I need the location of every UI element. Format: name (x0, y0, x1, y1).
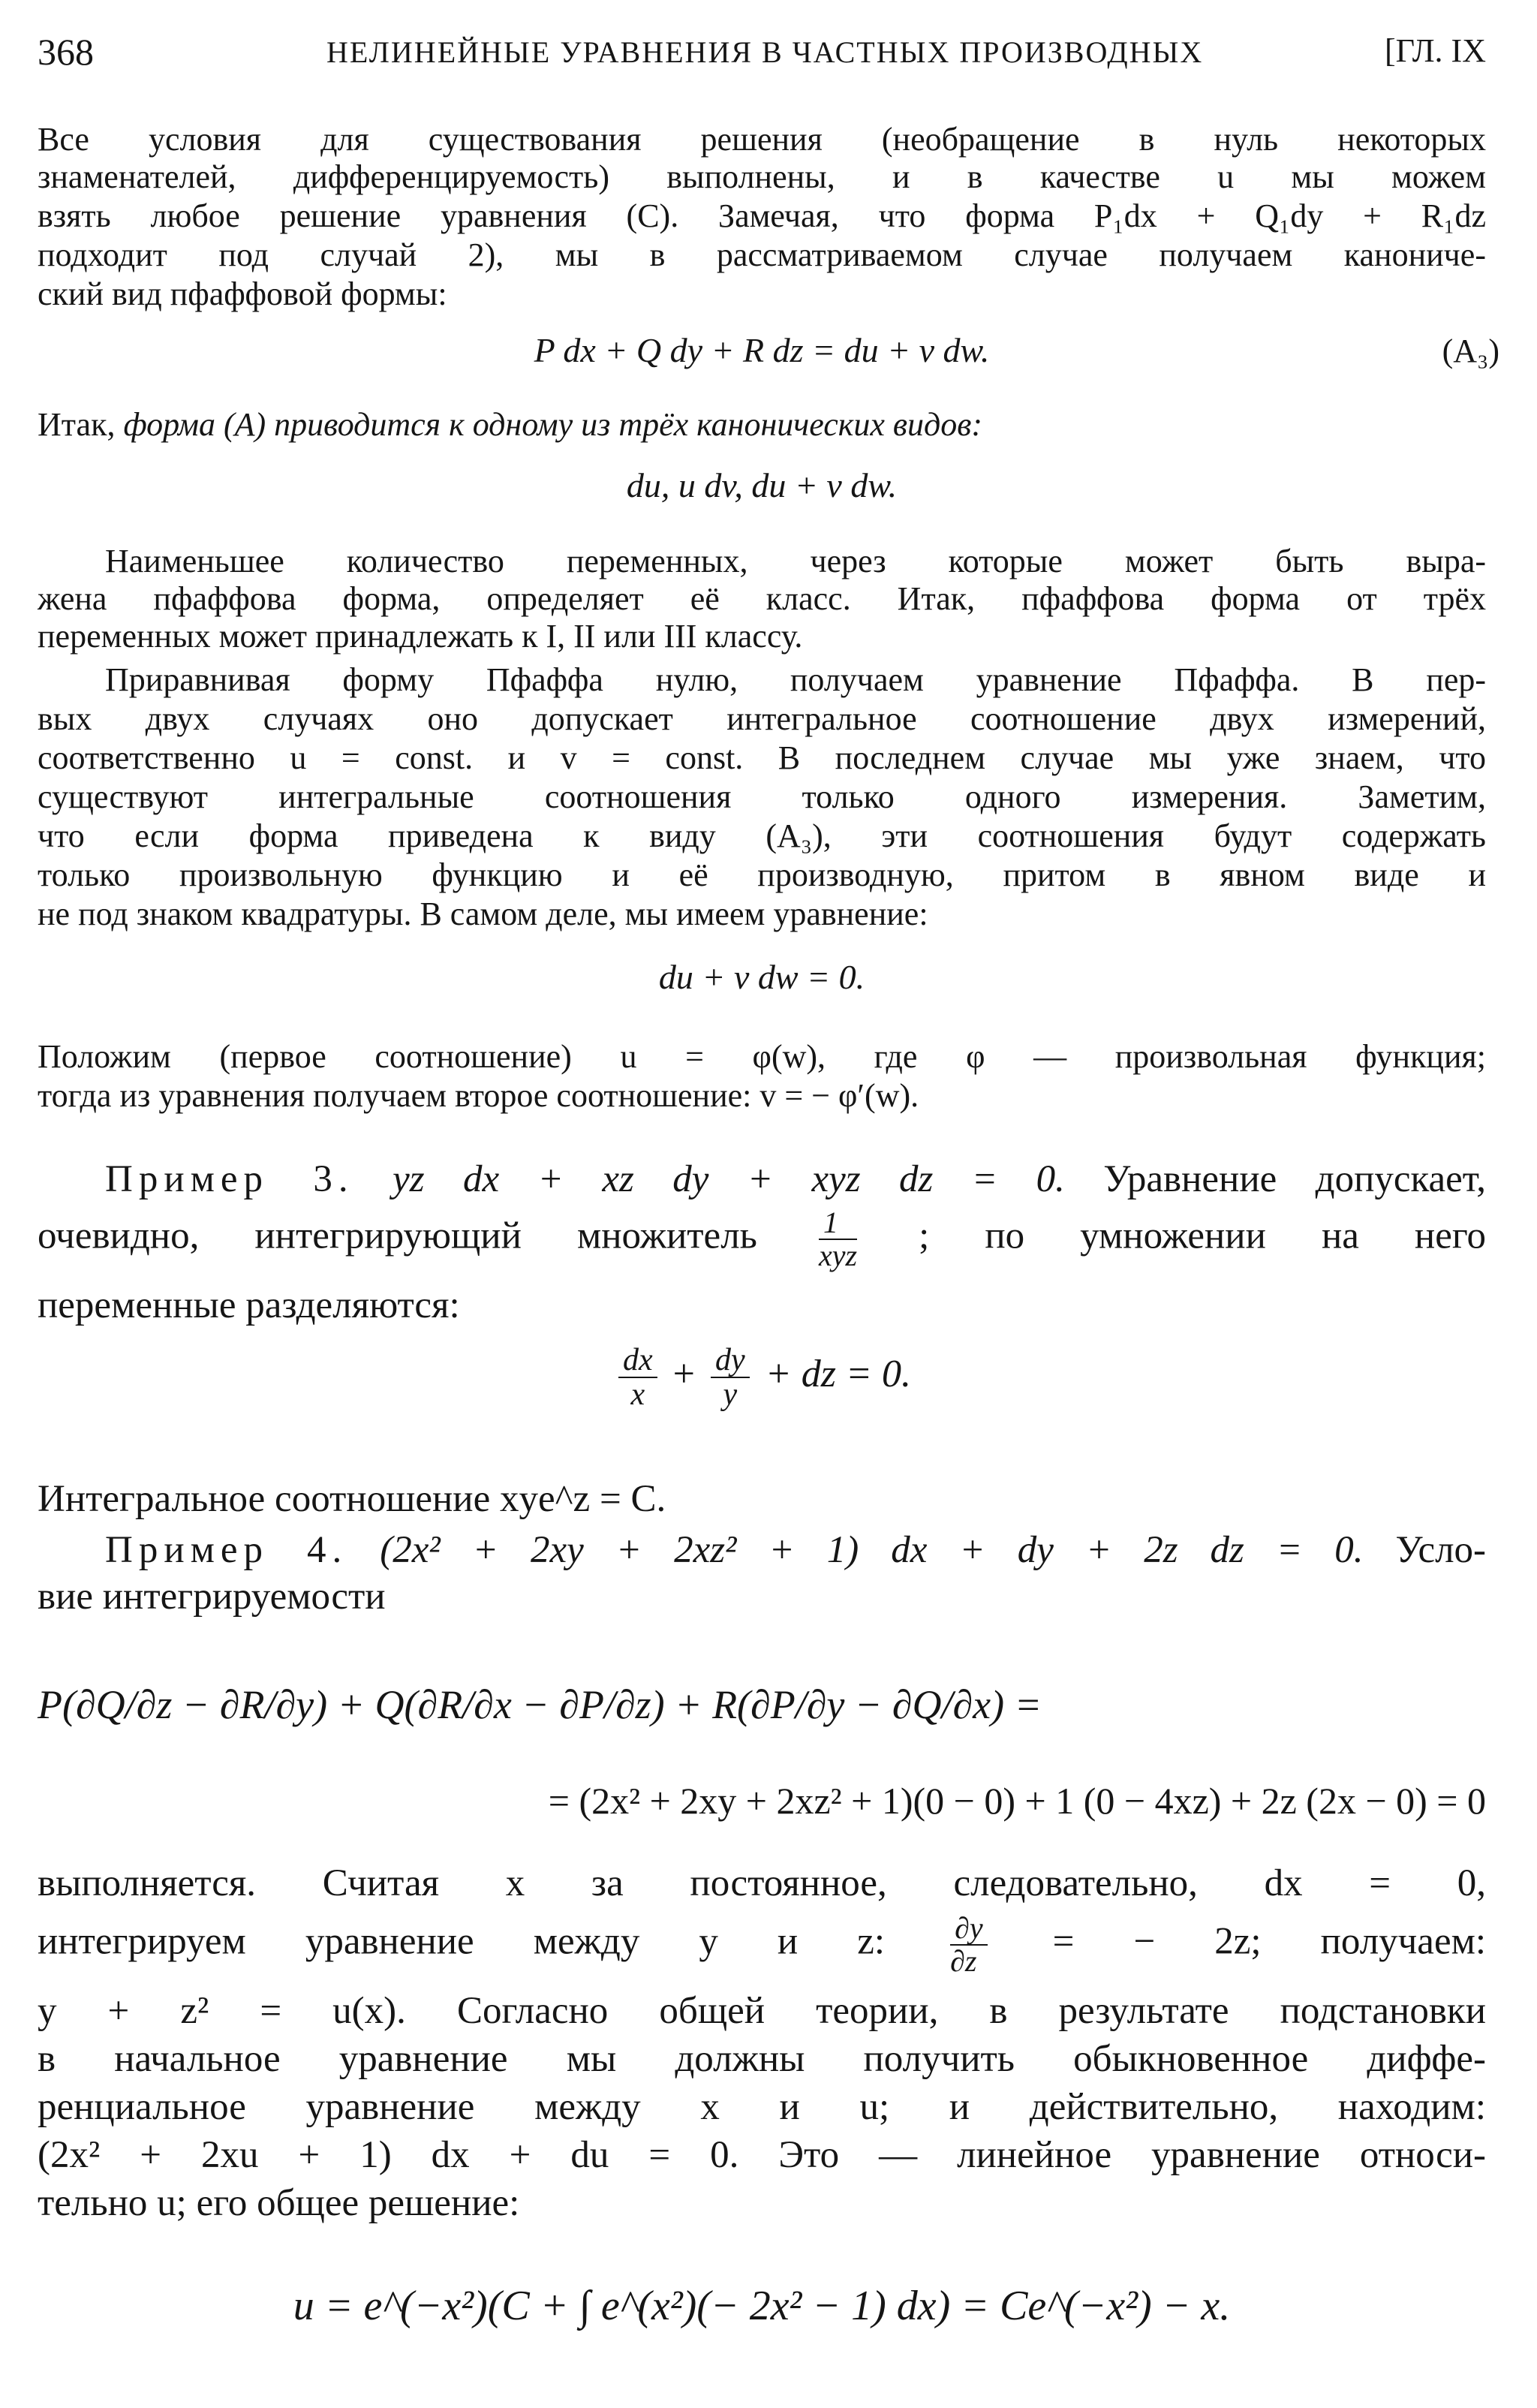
fraction-denominator: y (723, 1377, 738, 1413)
summary-italic: форма (А) приводится к одному из трёх канонических видов: (123, 406, 982, 443)
text-line: подходит под случай 2), мы в рассматриваемом случае получаем канониче- (38, 236, 1486, 273)
text-line: переменные разделяются: (38, 1284, 460, 1326)
example-equation: (2x² + 2xy + 2xz² + 1) dx + dy + 2z dz = 0. (380, 1529, 1364, 1571)
text-line: Положим (первое соотношение) u = φ(w), где φ — произвольная функция; (38, 1038, 1486, 1075)
example-text: Уравнение допускает, (1103, 1158, 1487, 1200)
text-line: не под знаком квадратуры. В самом деле, мы имеем уравнение: (38, 895, 928, 932)
fraction-denominator: x (630, 1377, 645, 1413)
example-label: Пример 3. (105, 1158, 354, 1200)
example-equation: yz dx + xz dy + xyz dz = 0. (393, 1158, 1065, 1200)
equation-du-dw: du + v dw = 0. (658, 958, 865, 996)
text-line: ский вид пфаффовой формы: (38, 275, 447, 312)
example-label: Пример 4. (105, 1529, 348, 1571)
text-line: что если форма приведена к виду (A₃), эти соотношения будут содержать (38, 817, 1486, 854)
fraction-denominator: ∂z (950, 1944, 977, 1978)
text-line: существуют интегральные соотношения только одного измерения. Заметим, (38, 778, 1486, 815)
text-line: ренциальное уравнение между x и u; и действительно, находим: (38, 2086, 1486, 2128)
running-title: НЕЛИНЕЙНЫЕ УРАВНЕНИЯ В ЧАСТНЫХ ПРОИЗВОДНЫХ (326, 35, 1204, 69)
text-line: Приравнивая форму Пфаффа нулю, получаем уравнение Пфаффа. В пер- (105, 661, 1486, 698)
text-line: только произвольную функцию и её производную, притом в явном виде и (38, 856, 1486, 893)
fraction (950, 1913, 988, 1977)
canonical-forms: du, u dv, du + v dw. (626, 466, 898, 504)
fraction-numerator: ∂y (950, 1913, 988, 1946)
text-line: тельно u; его общее решение: (38, 2182, 520, 2224)
text-line: знаменателей, дифференцируемость) выполнены, и в качестве u мы можем (38, 158, 1486, 195)
text-line: взять любое решение уравнения (С). Замечая, что форма P₁dx + Q₁dy + R₁dz (38, 197, 1486, 234)
text-line: выполняется. Считая x за постоянное, следовательно, dx = 0, (38, 1862, 1486, 1904)
text-line: вых двух случаях оно допускает интегральное соотношение двух измерений, (38, 700, 1486, 737)
equation-a3: P dx + Q dy + R dz = du + v dw. (534, 331, 990, 369)
fraction (711, 1344, 750, 1411)
integral-relation: Интегральное соотношение xye^z = C. (38, 1478, 666, 1520)
fraction-numerator: dy (711, 1344, 750, 1378)
page-number: 368 (38, 31, 94, 73)
summary-prefix: Итак, (38, 406, 116, 443)
integrability-condition-2: = (2x² + 2xy + 2xz² + 1)(0 − 0) + 1 (0 − 4xz) + 2z (2x − 0) = 0 (548, 1780, 1486, 1822)
fraction-denominator: xyz (818, 1239, 858, 1272)
text-line: соответственно u = const. и v = const. В последнем случае мы уже знаем, что (38, 739, 1486, 776)
summary-line (38, 405, 1486, 444)
example-3-heading (38, 1157, 1486, 1201)
text-fragment: = − 2z; получаем: (1052, 1920, 1487, 1963)
text-line: переменных может принадлежать к I, II или III классу. (38, 618, 803, 655)
example-text: Усло- (1395, 1529, 1487, 1571)
integrability-condition-1: P(∂Q/∂z − ∂R/∂y) + Q(∂R/∂x − ∂P/∂z) + R(∂P/∂y − ∂Q/∂x) = (38, 1682, 1042, 1727)
text-line-with-fraction (38, 1207, 1486, 1272)
chapter-marker: [ГЛ. IX (1384, 32, 1486, 69)
text-line: (2x² + 2xu + 1) dx + du = 0. Это — линейное уравнение относи- (38, 2134, 1486, 2176)
text-line: y + z² = u(x). Согласно общей теории, в результате подстановки (38, 1990, 1486, 2032)
general-solution: u = e^(−x²)(C + ∫ e^(x²)(− 2x² − 1) dx) = Ce^(−x²) − x. (293, 2283, 1231, 2329)
separated-equation: $\frac{dx}{x}$ + $\frac{dy}{y}$ + dz = 0. (38, 1344, 1486, 1411)
text-line: Наименьшее количество переменных, через которые может быть выра- (105, 543, 1486, 579)
text-fragment: интегрируем уравнение между y и z: (38, 1920, 886, 1963)
text-line: жена пфаффова форма, определяет её класс. Итак, пфаффова форма от трёх (38, 580, 1486, 617)
fraction (618, 1344, 657, 1411)
text-line: Все условия для существования решения (необращение в нуль некоторых (38, 121, 1486, 158)
running-header (38, 30, 1486, 75)
fraction-numerator: dx (618, 1344, 657, 1378)
text-fragment: очевидно, интегрирующий множитель (38, 1215, 757, 1257)
text-line: тогда из уравнения получаем второе соотношение: v = − φ′(w). (38, 1077, 919, 1114)
equation-rest: + dz = 0. (765, 1353, 912, 1396)
text-line: вие интегрируемости (38, 1576, 386, 1618)
text-line: в начальное уравнение мы должны получить обыкновенное диффе- (38, 2038, 1486, 2080)
fraction-numerator: 1 (819, 1207, 857, 1240)
fraction (819, 1207, 857, 1272)
equation-tag: (A₃) (1442, 333, 1499, 369)
text-line-with-fraction (38, 1913, 1486, 1977)
example-4-heading (38, 1528, 1486, 1572)
text-fragment: ; по умножении на него (919, 1215, 1487, 1257)
